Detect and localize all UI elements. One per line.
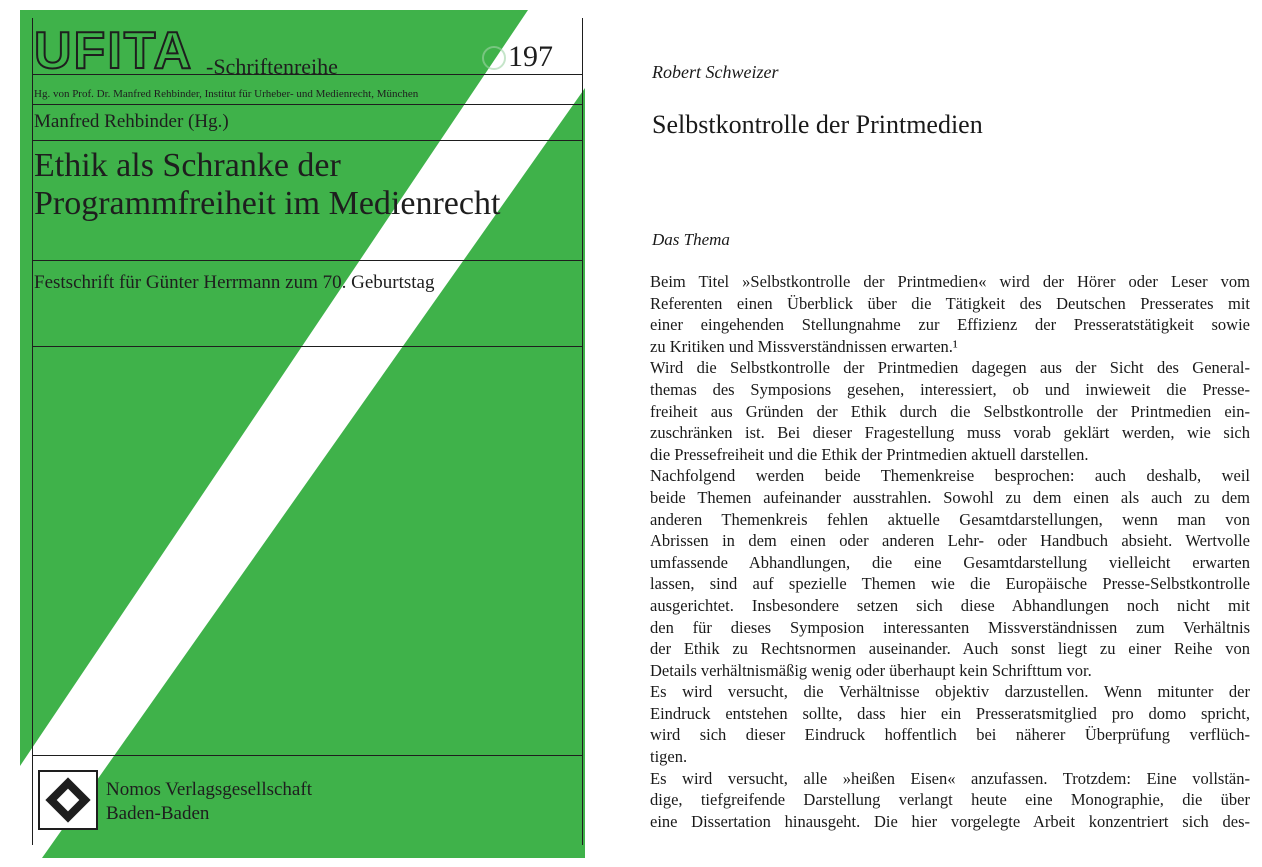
book-editor: Manfred Rehbinder (Hg.) (34, 111, 229, 132)
series-number: 197 (508, 40, 553, 73)
text-line: Nachfolgend werden beide Themenkreise besprochen: auch deshalb, weil (650, 466, 1250, 486)
text-line: den für dieses Symposion interessanten Missverständnissen zum Verhältnis (650, 617, 1250, 637)
text-line: anderen Themenkreis fehlen aktuelle Gesamtdarstellungen, wenn man von (650, 509, 1250, 529)
book-title-line: Ethik als Schranke der (34, 147, 341, 184)
text-line: wird sich dieser Eindruck hoffentlich bei näherer Überprüfung verflüch- (650, 725, 1250, 745)
publisher (106, 778, 312, 826)
publisher-city: Baden-Baden (106, 803, 210, 824)
text-line: Wird die Selbstkontrolle der Printmedien dagegen aus der Sicht des General- (650, 358, 1250, 378)
publisher-name: Nomos Verlagsgesellschaft (106, 779, 312, 800)
article-author: Robert Schweizer (652, 62, 779, 82)
divider-line (32, 260, 583, 261)
text-line: tigen. (650, 747, 688, 767)
divider-line (32, 755, 583, 756)
text-line: zuschränken ist. Bei dieser Fragestellung muss vorab geklärt werden, wie sich (650, 423, 1250, 443)
section-heading: Das Thema (652, 230, 730, 249)
text-line: die Pressefreiheit und die Ethik der Printmedien aktuell darstellen. (650, 444, 1089, 464)
frame-line (32, 18, 33, 845)
text-line: Es wird versucht, die Verhältnisse objektiv darzustellen. Wenn mitunter der (650, 682, 1250, 702)
text-line: einer eingehenden Stellungnahme zur Effizienz der Presseratstätigkeit sowie (650, 315, 1250, 335)
ufita-logo: UFITA (34, 22, 194, 80)
divider-line (32, 140, 583, 141)
text-line: Es wird versucht, alle »heißen Eisen« anzufassen. Trotzdem: Eine vollstän- (650, 768, 1250, 788)
publisher-logo-icon (38, 770, 98, 830)
divider-line (32, 346, 583, 347)
editor-credit: Hg. von Prof. Dr. Manfred Rehbinder, Institut für Urheber- und Medienrecht, München (34, 88, 419, 100)
article-page (600, 0, 1262, 867)
text-line: zu Kritiken und Missverständnissen erwarten.¹ (650, 336, 958, 356)
book-title-line: Programmfreiheit im Medienrecht (34, 185, 501, 222)
book-subtitle: Festschrift für Günter Herrmann zum 70. Geburtstag (34, 272, 435, 293)
text-line: der Ethik zu Rechtsnormen auseinander. Auch sonst liegt zu einer Reihe von (650, 639, 1250, 659)
text-line: Beim Titel »Selbstkontrolle der Printmedien« wird der Hörer oder Leser vom (650, 272, 1250, 291)
text-line: lassen, sind auf spezielle Themen wie die Europäische Presse-Selbstkontrolle (650, 574, 1250, 594)
article-title: Selbstkontrolle der Printmedien (652, 110, 983, 139)
text-line: Details verhältnismäßig wenig oder überhaupt kein Schrifttum vor. (650, 660, 1092, 680)
series-name: -Schriftenreihe (206, 54, 338, 79)
text-line: Eindruck entstehen sollte, dass hier ein Presseratsmitglied pro domo spricht, (650, 703, 1250, 723)
text-line: dige, tiefgreifende Darstellung verlangt heute eine Monographie, die über (650, 790, 1250, 810)
book-title (34, 147, 500, 223)
text-line: Referenten einen Überblick über die Tätigkeit des Deutschen Presserates mit (650, 293, 1250, 313)
text-line: eine Dissertation hinausgeht. Die hier vorgelegte Arbeit konzentriert sich des- (650, 811, 1250, 831)
text-line: themas des Symposions gesehen, interessiert, ob und inwieweit die Presse- (650, 379, 1250, 399)
frame-line (582, 18, 583, 845)
text-line: Abrissen in dem einen oder anderen Lehr- oder Handbuch absieht. Wertvolle (650, 531, 1250, 551)
text-line: ausgerichtet. Insbesondere setzen sich diese Abhandlungen noch nicht mit (650, 595, 1250, 615)
text-line: beide Themen aufeinander ausstrahlen. Sowohl zu dem einen als auch zu dem (650, 487, 1250, 507)
divider-line (32, 104, 583, 105)
article-body (650, 271, 1250, 832)
book-cover (20, 10, 585, 858)
text-line: freiheit aus Gründen der Ethik durch die Selbstkontrolle der Printmedien ein- (650, 401, 1250, 421)
series-ring-icon (482, 46, 506, 70)
text-line: umfassende Abhandlungen, die eine Gesamtdarstellung vielleicht erwarten (650, 552, 1250, 572)
